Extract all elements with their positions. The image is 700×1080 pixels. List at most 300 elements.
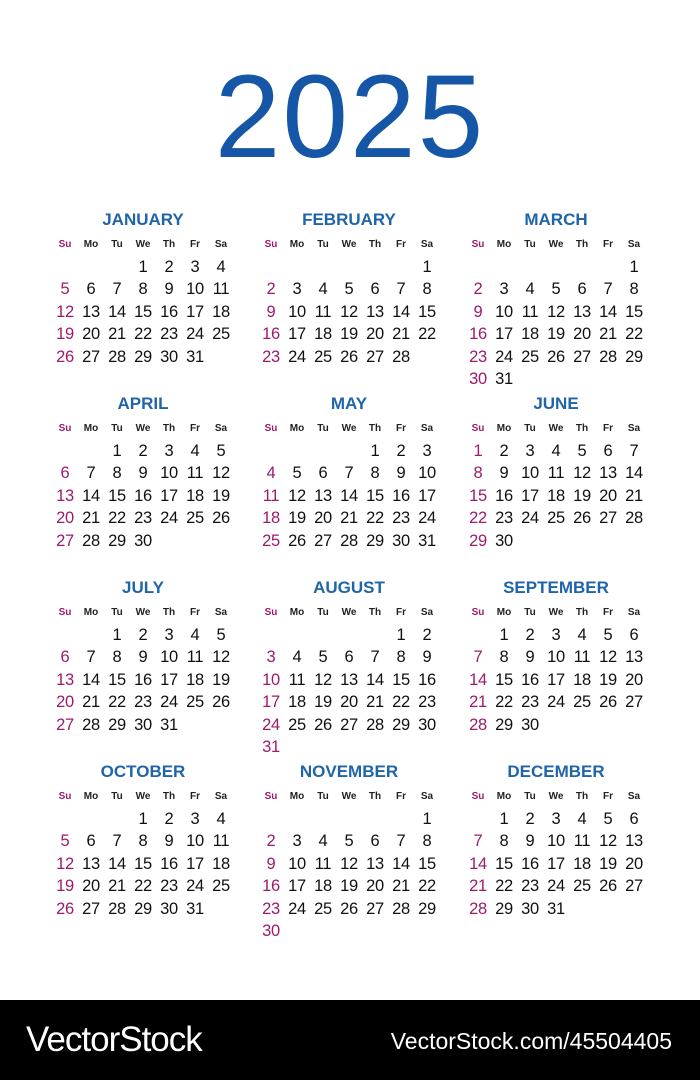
month-title: JUNE (533, 394, 579, 413)
day-cell: 24 (418, 509, 436, 528)
day-cell: 19 (212, 486, 230, 505)
week-row (465, 279, 647, 302)
day-cell: 6 (370, 832, 380, 851)
weekday-label: Fr (190, 790, 200, 802)
weekday-label: Sa (627, 790, 641, 802)
day-cell: 4 (266, 464, 276, 483)
day-cell: 1 (422, 257, 432, 276)
day-cell: 19 (599, 854, 617, 873)
weekday-label: Su (471, 422, 485, 434)
day-cell: 31 (186, 347, 204, 366)
day-cell: 1 (138, 809, 148, 828)
week-row (465, 256, 647, 279)
weekday-header (52, 416, 234, 440)
day-cell: 14 (108, 854, 126, 873)
week-row (52, 692, 234, 715)
weekday-label: Sa (420, 606, 434, 618)
day-cell: 30 (134, 715, 152, 734)
day-cell: 1 (138, 257, 148, 276)
day-cell: 13 (599, 464, 617, 483)
day-cell: 14 (82, 670, 100, 689)
day-cell: 11 (212, 832, 230, 851)
weekday-label: Tu (111, 238, 123, 250)
day-cell: 1 (473, 441, 483, 460)
weekday-label: Mo (496, 606, 512, 618)
day-cell: 24 (160, 693, 178, 712)
day-cell: 18 (288, 693, 306, 712)
day-cell: 28 (366, 715, 384, 734)
day-cell: 7 (396, 280, 406, 299)
month-title: MAY (330, 394, 368, 413)
day-cell: 25 (314, 347, 332, 366)
day-cell: 20 (56, 693, 74, 712)
day-cell: 25 (573, 693, 591, 712)
month-title: DECEMBER (507, 762, 605, 781)
day-cell: 19 (314, 693, 332, 712)
weekday-label: Sa (420, 422, 434, 434)
day-cell: 9 (164, 832, 174, 851)
weekday-header (258, 784, 440, 808)
day-cell: 4 (318, 280, 328, 299)
day-cell: 7 (473, 648, 483, 667)
day-cell: 17 (160, 670, 178, 689)
weekday-label: Fr (396, 422, 406, 434)
weekday-header (465, 600, 647, 624)
weekday-header (465, 416, 647, 440)
week-row (465, 369, 647, 392)
day-cell: 10 (288, 302, 306, 321)
day-cell: 29 (418, 899, 436, 918)
week-row (465, 301, 647, 324)
day-cell: 8 (138, 832, 148, 851)
weekday-label: Sa (214, 606, 228, 618)
day-cell: 13 (82, 854, 100, 873)
month-march (465, 208, 647, 391)
day-cell: 23 (469, 347, 487, 366)
weekday-label: Fr (190, 606, 200, 618)
day-cell: 8 (370, 464, 380, 483)
day-cell: 21 (82, 693, 100, 712)
weekday-label: Mo (289, 238, 305, 250)
week-row (465, 853, 647, 876)
day-cell: 23 (134, 509, 152, 528)
week-row (258, 256, 440, 279)
day-cell: 26 (212, 693, 230, 712)
weekday-label: Su (471, 238, 485, 250)
day-cell: 23 (495, 509, 513, 528)
day-cell: 14 (82, 486, 100, 505)
day-cell: 18 (573, 854, 591, 873)
day-cell: 22 (108, 693, 126, 712)
day-cell: 5 (60, 832, 70, 851)
day-cell: 5 (292, 464, 302, 483)
day-cell: 5 (216, 441, 226, 460)
week-row (258, 624, 440, 647)
year-title: 2025 (214, 51, 486, 183)
day-cell: 12 (599, 648, 617, 667)
day-cell: 7 (86, 464, 96, 483)
day-cell: 16 (134, 670, 152, 689)
day-cell: 2 (164, 809, 174, 828)
day-cell: 23 (160, 877, 178, 896)
day-cell: 8 (499, 648, 509, 667)
day-cell: 22 (495, 877, 513, 896)
day-cell: 25 (262, 531, 280, 550)
weekday-label: Fr (396, 238, 406, 250)
day-cell: 1 (112, 441, 122, 460)
day-cell: 18 (186, 486, 204, 505)
weekday-label: Fr (603, 238, 613, 250)
day-cell: 3 (164, 625, 174, 644)
week-row (52, 808, 234, 831)
day-cell: 11 (186, 464, 204, 483)
day-cell: 18 (314, 325, 332, 344)
weekday-label: We (341, 790, 357, 802)
day-cell: 15 (134, 854, 152, 873)
day-cell: 17 (547, 854, 565, 873)
day-cell: 28 (469, 715, 487, 734)
day-cell: 6 (86, 280, 96, 299)
day-cell: 21 (599, 325, 617, 344)
week-row (465, 485, 647, 508)
day-cell: 5 (603, 809, 613, 828)
day-cell: 27 (314, 531, 332, 550)
day-cell: 15 (366, 486, 384, 505)
day-cell: 24 (262, 715, 280, 734)
day-cell: 22 (469, 509, 487, 528)
day-cell: 6 (629, 809, 639, 828)
day-cell: 2 (138, 625, 148, 644)
weekday-label: Sa (214, 238, 228, 250)
day-cell: 21 (392, 325, 410, 344)
stock-id-text: VectorStock.com/45504405 (390, 1028, 672, 1054)
day-cell: 11 (288, 670, 306, 689)
day-cell: 12 (212, 648, 230, 667)
day-cell: 28 (340, 531, 358, 550)
day-cell: 26 (599, 693, 617, 712)
day-cell: 25 (212, 325, 230, 344)
day-cell: 15 (495, 854, 513, 873)
day-cell: 31 (547, 899, 565, 918)
weekday-label: Fr (396, 606, 406, 618)
day-cell: 23 (521, 877, 539, 896)
day-cell: 28 (625, 509, 643, 528)
week-row (465, 324, 647, 347)
day-cell: 20 (573, 325, 591, 344)
week-row (258, 669, 440, 692)
day-cell: 27 (573, 347, 591, 366)
weekday-label: Tu (524, 238, 536, 250)
month-title: JANUARY (102, 210, 184, 229)
day-cell: 18 (314, 877, 332, 896)
day-cell: 23 (134, 693, 152, 712)
day-cell: 10 (160, 464, 178, 483)
day-cell: 7 (603, 280, 613, 299)
weekday-label: We (135, 238, 151, 250)
day-cell: 11 (573, 648, 591, 667)
week-row (465, 530, 647, 553)
watermark-bar (0, 1000, 700, 1080)
day-cell: 2 (266, 280, 276, 299)
day-cell: 18 (212, 854, 230, 873)
day-cell: 6 (318, 464, 328, 483)
day-cell: 16 (392, 486, 410, 505)
day-cell: 19 (340, 325, 358, 344)
day-cell: 23 (392, 509, 410, 528)
day-cell: 13 (56, 486, 74, 505)
day-cell: 22 (495, 693, 513, 712)
day-cell: 13 (366, 854, 384, 873)
day-cell: 3 (266, 648, 276, 667)
weekday-label: Tu (317, 606, 329, 618)
week-row (258, 876, 440, 899)
weekday-label: Mo (496, 790, 512, 802)
day-cell: 19 (599, 670, 617, 689)
week-row (52, 624, 234, 647)
day-cell: 20 (366, 325, 384, 344)
day-cell: 25 (186, 509, 204, 528)
day-cell: 26 (340, 899, 358, 918)
week-row (258, 530, 440, 553)
weekday-label: We (135, 790, 151, 802)
day-cell: 29 (134, 899, 152, 918)
day-cell: 12 (212, 464, 230, 483)
day-cell: 4 (551, 441, 561, 460)
day-cell: 2 (266, 832, 276, 851)
weekday-label: We (548, 606, 564, 618)
day-cell: 11 (186, 648, 204, 667)
weekday-label: Mo (289, 790, 305, 802)
week-row (52, 440, 234, 463)
day-cell: 7 (112, 280, 122, 299)
weekday-label: We (548, 422, 564, 434)
day-cell: 15 (392, 670, 410, 689)
week-row (52, 647, 234, 670)
day-cell: 16 (134, 486, 152, 505)
weekday-label: Su (58, 606, 72, 618)
day-cell: 21 (469, 877, 487, 896)
day-cell: 13 (625, 832, 643, 851)
day-cell: 18 (186, 670, 204, 689)
day-cell: 13 (573, 302, 591, 321)
day-cell: 13 (82, 302, 100, 321)
day-cell: 25 (314, 899, 332, 918)
week-row (52, 669, 234, 692)
day-cell: 26 (340, 347, 358, 366)
day-cell: 21 (108, 325, 126, 344)
day-cell: 22 (134, 877, 152, 896)
day-cell: 26 (314, 715, 332, 734)
week-row (465, 624, 647, 647)
weekday-label: Su (471, 606, 485, 618)
week-row (52, 256, 234, 279)
day-cell: 9 (396, 464, 406, 483)
week-row (465, 898, 647, 921)
day-cell: 16 (418, 670, 436, 689)
day-cell: 24 (186, 877, 204, 896)
day-cell: 27 (625, 877, 643, 896)
day-cell: 31 (418, 531, 436, 550)
day-cell: 9 (138, 464, 148, 483)
day-cell: 2 (164, 257, 174, 276)
day-cell: 19 (547, 325, 565, 344)
week-row (52, 898, 234, 921)
day-cell: 7 (112, 832, 122, 851)
day-cell: 28 (82, 531, 100, 550)
day-cell: 17 (288, 877, 306, 896)
day-cell: 6 (629, 625, 639, 644)
day-cell: 7 (629, 441, 639, 460)
day-cell: 31 (262, 738, 280, 757)
month-november (258, 760, 440, 943)
day-cell: 19 (56, 325, 74, 344)
day-cell: 9 (473, 302, 483, 321)
day-cell: 27 (366, 347, 384, 366)
day-cell: 29 (392, 715, 410, 734)
weekday-header (258, 600, 440, 624)
weekday-label: Tu (524, 422, 536, 434)
day-cell: 13 (340, 670, 358, 689)
week-row (52, 279, 234, 302)
weekday-label: Fr (603, 790, 613, 802)
month-january (52, 208, 234, 369)
day-cell: 9 (138, 648, 148, 667)
day-cell: 14 (108, 302, 126, 321)
weekday-label: Th (575, 238, 589, 250)
day-cell: 10 (547, 648, 565, 667)
week-row (258, 692, 440, 715)
day-cell: 23 (262, 347, 280, 366)
day-cell: 19 (340, 877, 358, 896)
day-cell: 27 (599, 509, 617, 528)
weekday-label: Th (162, 422, 176, 434)
day-cell: 6 (60, 464, 70, 483)
day-cell: 2 (422, 625, 432, 644)
day-cell: 10 (160, 648, 178, 667)
day-cell: 2 (499, 441, 509, 460)
day-cell: 14 (392, 854, 410, 873)
day-cell: 28 (82, 715, 100, 734)
day-cell: 22 (134, 325, 152, 344)
week-row (258, 485, 440, 508)
day-cell: 7 (473, 832, 483, 851)
day-cell: 8 (422, 280, 432, 299)
day-cell: 17 (418, 486, 436, 505)
day-cell: 3 (551, 625, 561, 644)
day-cell: 25 (186, 693, 204, 712)
day-cell: 27 (625, 693, 643, 712)
weekday-label: Mo (496, 422, 512, 434)
month-title: FEBRUARY (302, 210, 396, 229)
day-cell: 13 (56, 670, 74, 689)
day-cell: 24 (547, 693, 565, 712)
weekday-header (52, 232, 234, 256)
week-row (465, 669, 647, 692)
day-cell: 3 (190, 257, 200, 276)
weekday-label: Fr (396, 790, 406, 802)
day-cell: 27 (82, 899, 100, 918)
day-cell: 15 (108, 486, 126, 505)
month-title: APRIL (117, 394, 169, 413)
day-cell: 17 (521, 486, 539, 505)
day-cell: 20 (82, 877, 100, 896)
day-cell: 15 (418, 854, 436, 873)
day-cell: 20 (314, 509, 332, 528)
day-cell: 17 (288, 325, 306, 344)
day-cell: 6 (603, 441, 613, 460)
day-cell: 20 (625, 670, 643, 689)
weekday-label: Th (575, 606, 589, 618)
weekday-label: We (341, 238, 357, 250)
week-row (258, 737, 440, 760)
day-cell: 21 (366, 693, 384, 712)
day-cell: 26 (288, 531, 306, 550)
day-cell: 22 (625, 325, 643, 344)
day-cell: 30 (392, 531, 410, 550)
week-row (52, 876, 234, 899)
day-cell: 26 (56, 347, 74, 366)
weekday-label: Mo (289, 422, 305, 434)
day-cell: 23 (521, 693, 539, 712)
day-cell: 8 (499, 832, 509, 851)
weekday-label: Fr (190, 238, 200, 250)
weekday-label: Mo (83, 238, 99, 250)
day-cell: 30 (418, 715, 436, 734)
day-cell: 16 (495, 486, 513, 505)
day-cell: 3 (292, 280, 302, 299)
day-cell: 10 (521, 464, 539, 483)
weekday-label: Mo (83, 606, 99, 618)
day-cell: 23 (160, 325, 178, 344)
day-cell: 22 (418, 877, 436, 896)
day-cell: 17 (186, 854, 204, 873)
weekday-label: Tu (524, 790, 536, 802)
day-cell: 20 (82, 325, 100, 344)
month-february (258, 208, 440, 369)
day-cell: 20 (366, 877, 384, 896)
day-cell: 10 (186, 832, 204, 851)
month-october (52, 760, 234, 921)
day-cell: 19 (573, 486, 591, 505)
day-cell: 9 (164, 280, 174, 299)
day-cell: 5 (551, 280, 561, 299)
day-cell: 14 (469, 670, 487, 689)
day-cell: 5 (216, 625, 226, 644)
day-cell: 11 (212, 280, 230, 299)
day-cell: 1 (422, 809, 432, 828)
day-cell: 5 (344, 280, 354, 299)
weekday-label: Tu (524, 606, 536, 618)
weekday-label: We (341, 606, 357, 618)
day-cell: 14 (340, 486, 358, 505)
weekday-label: Su (471, 790, 485, 802)
week-row (52, 714, 234, 737)
weekday-label: Su (264, 606, 278, 618)
day-cell: 27 (56, 531, 74, 550)
day-cell: 16 (262, 325, 280, 344)
day-cell: 26 (56, 899, 74, 918)
day-cell: 8 (422, 832, 432, 851)
month-august (258, 576, 440, 759)
day-cell: 18 (521, 325, 539, 344)
day-cell: 11 (573, 832, 591, 851)
day-cell: 28 (108, 899, 126, 918)
weekday-label: Mo (496, 238, 512, 250)
weekday-header (258, 232, 440, 256)
day-cell: 28 (469, 899, 487, 918)
day-cell: 12 (314, 670, 332, 689)
week-row (465, 463, 647, 486)
